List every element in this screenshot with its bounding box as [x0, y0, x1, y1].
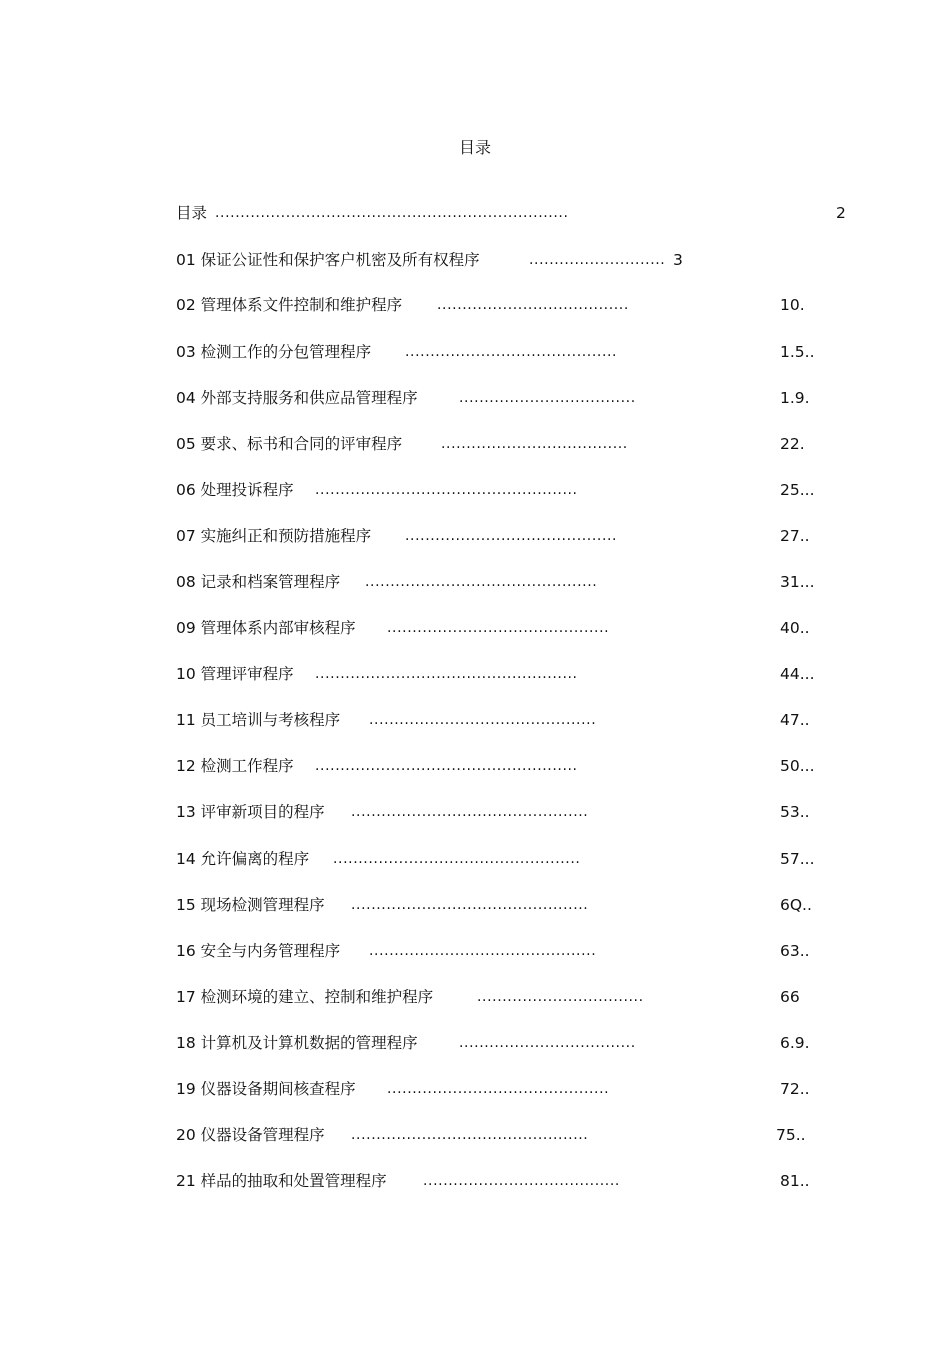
toc-page-number: 2 — [836, 204, 846, 222]
toc-entry — [0, 387, 950, 409]
toc-page-number: 3 — [673, 251, 683, 269]
toc-dot-leader: .......................................... — [405, 344, 618, 360]
toc-entry-title: 21 样品的抽取和处置管理程序 — [176, 1172, 387, 1190]
toc-dot-leader: .................................................... — [315, 482, 578, 498]
toc-entry-title: 11 员工培训与考核程序 — [176, 711, 341, 729]
toc-dot-leader: ............................................... — [351, 897, 589, 913]
toc-entry-title: 08 记录和档案管理程序 — [176, 573, 341, 591]
toc-page-number: 31... — [780, 573, 815, 591]
toc-entry — [0, 1124, 950, 1146]
toc-entry-title: 16 安全与内务管理程序 — [176, 942, 341, 960]
toc-dot-leader: ............................................ — [387, 620, 610, 636]
toc-page-number: 6.9. — [780, 1034, 810, 1052]
toc-page-number: 47.. — [780, 711, 810, 729]
toc-entry — [0, 663, 950, 685]
toc-entry-title: 03 检测工作的分包管理程序 — [176, 343, 372, 361]
toc-entry-title: 06 处理投诉程序 — [176, 481, 294, 499]
toc-page-number: 22. — [780, 435, 805, 453]
toc-page-number: 40.. — [780, 619, 810, 637]
toc-entry-title: 18 计算机及计算机数据的管理程序 — [176, 1034, 418, 1052]
toc-entry — [0, 617, 950, 639]
toc-entry — [0, 433, 950, 455]
toc-entry-title: 12 检测工作程序 — [176, 757, 294, 775]
toc-entry-title: 20 仪器设备管理程序 — [176, 1126, 325, 1144]
toc-dot-leader: ...................................... — [437, 297, 629, 313]
toc-page-number: 50... — [780, 757, 815, 775]
toc-entry — [0, 801, 950, 823]
toc-entry-title: 07 实施纠正和预防措施程序 — [176, 527, 372, 545]
toc-dot-leader: ...................................................................... — [215, 205, 569, 221]
toc-entry-title: 02 管理体系文件控制和维护程序 — [176, 296, 403, 314]
toc-entry-title: 19 仪器设备期间核查程序 — [176, 1080, 356, 1098]
toc-entry — [0, 571, 950, 593]
toc-entry-title: 17 检测环境的建立、控制和维护程序 — [176, 988, 434, 1006]
toc-page-number: 75.. — [776, 1126, 806, 1144]
toc-entry — [0, 525, 950, 547]
toc-page-number: 66 — [780, 988, 800, 1006]
toc-page-number: 44... — [780, 665, 815, 683]
toc-dot-leader: ........................... — [529, 252, 666, 268]
toc-dot-leader: .............................................. — [365, 574, 598, 590]
toc-page-number: 1.5.. — [780, 343, 815, 361]
toc-entry — [0, 341, 950, 363]
toc-dot-leader: ............................................. — [369, 712, 597, 728]
toc-page-number: 1.9. — [780, 389, 810, 407]
toc-entry — [0, 202, 950, 224]
toc-dot-leader: ............................................ — [387, 1081, 610, 1097]
toc-entry — [0, 986, 950, 1008]
toc-entry — [0, 894, 950, 916]
toc-page-number: 6Q.. — [780, 896, 812, 914]
toc-page-number: 27.. — [780, 527, 810, 545]
toc-entry — [0, 294, 950, 316]
toc-entry-title: 05 要求、标书和合同的评审程序 — [176, 435, 403, 453]
toc-dot-leader: ................................... — [459, 390, 636, 406]
toc-dot-leader: ............................................... — [351, 804, 589, 820]
toc-entry-title: 10 管理评审程序 — [176, 665, 294, 683]
toc-page-number: 10. — [780, 296, 805, 314]
toc-entry-title: 09 管理体系内部审核程序 — [176, 619, 356, 637]
toc-page-number: 57... — [780, 850, 815, 868]
toc-dot-leader: ................................. — [477, 989, 644, 1005]
toc-page-number: 81.. — [780, 1172, 810, 1190]
toc-page-number: 25... — [780, 481, 815, 499]
toc-entry — [0, 940, 950, 962]
toc-entry-title: 01 保证公证性和保护客户机密及所有权程序 — [176, 251, 480, 269]
toc-entry — [0, 848, 950, 870]
toc-dot-leader: ............................................. — [369, 943, 597, 959]
toc-entry-title: 14 允许偏离的程序 — [176, 850, 310, 868]
toc-entry-title: 13 评审新项目的程序 — [176, 803, 325, 821]
toc-title: 目录 — [458, 138, 491, 157]
toc-dot-leader: ................................................. — [333, 851, 581, 867]
toc-entry-title: 目录 — [176, 204, 208, 222]
toc-entry — [0, 1170, 950, 1192]
toc-entry-title: 04 外部支持服务和供应品管理程序 — [176, 389, 418, 407]
toc-entry — [0, 755, 950, 777]
toc-page-number: 53.. — [780, 803, 810, 821]
toc-page-number: 72.. — [780, 1080, 810, 1098]
toc-dot-leader: .......................................... — [405, 528, 618, 544]
toc-entry — [0, 1032, 950, 1054]
toc-dot-leader: ....................................... — [423, 1173, 620, 1189]
toc-dot-leader: ..................................... — [441, 436, 628, 452]
toc-dot-leader: ................................... — [459, 1035, 636, 1051]
toc-entry — [0, 1078, 950, 1100]
toc-entry-title: 15 现场检测管理程序 — [176, 896, 325, 914]
toc-entry — [0, 249, 950, 271]
toc-entry — [0, 709, 950, 731]
toc-dot-leader: ............................................... — [351, 1127, 589, 1143]
toc-entry — [0, 479, 950, 501]
toc-page-number: 63.. — [780, 942, 810, 960]
toc-dot-leader: .................................................... — [315, 666, 578, 682]
toc-dot-leader: .................................................... — [315, 758, 578, 774]
